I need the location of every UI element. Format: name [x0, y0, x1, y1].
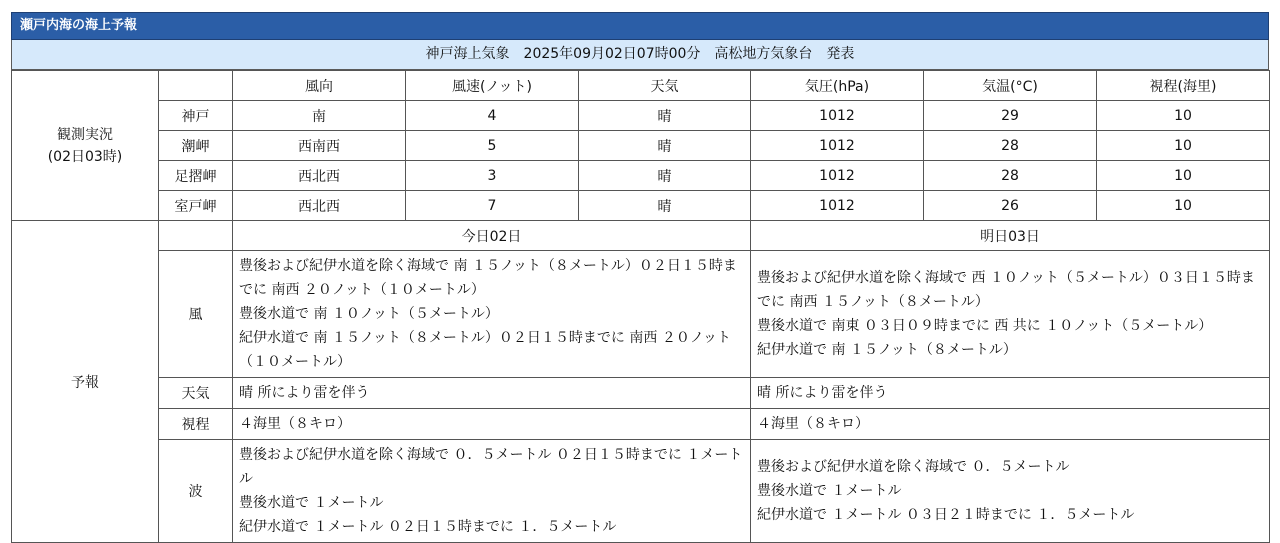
- forecast-item-label: 天気: [159, 378, 233, 409]
- forecast-line: 豊後水道で 南 １０ノット（５メートル）: [239, 306, 499, 322]
- visibility: 10: [1097, 131, 1270, 161]
- header-temperature: 気温(°C): [924, 71, 1097, 101]
- forecast-day2-cell: [751, 440, 1270, 543]
- temperature: 26: [924, 191, 1097, 221]
- panel-title: 瀬戸内海の海上予報: [11, 12, 1269, 40]
- observation-label: [12, 71, 159, 221]
- forecast-line: 豊後水道で １メートル: [757, 483, 902, 499]
- forecast-line: 豊後および紀伊水道を除く海域で ０．５メートル ０２日１５時までに １メートル: [239, 447, 743, 487]
- wind-speed: 4: [406, 101, 579, 131]
- forecast-line: 晴 所により雷を伴う: [757, 385, 888, 401]
- forecast-table: [11, 70, 1270, 543]
- forecast-day2-cell: [751, 378, 1270, 409]
- marine-forecast-panel: [11, 12, 1269, 543]
- forecast-day2-cell: [751, 251, 1270, 378]
- wind-direction: 西南西: [233, 131, 406, 161]
- forecast-line: 晴 所により雷を伴う: [239, 385, 370, 401]
- forecast-row-wind: [12, 251, 1270, 378]
- visibility: 10: [1097, 161, 1270, 191]
- weather: 晴: [579, 161, 751, 191]
- forecast-line: 豊後水道で 南東 ０３日０９時までに 西 共に １０ノット（５メートル）: [757, 318, 1213, 334]
- wind-speed: 3: [406, 161, 579, 191]
- forecast-header-row: [12, 221, 1270, 251]
- table-row: [12, 101, 1270, 131]
- header-wind-direction: 風向: [233, 71, 406, 101]
- observation-label-title: 観測実況: [57, 126, 113, 143]
- forecast-day1-cell: [233, 251, 751, 378]
- pressure: 1012: [751, 191, 924, 221]
- forecast-day1-header: 今日02日: [233, 221, 751, 251]
- forecast-line: 紀伊水道で 南 １５ノット（８メートル）０２日１５時までに 南西 ２０ノット（１０メートル）: [239, 330, 731, 370]
- table-row: [12, 131, 1270, 161]
- forecast-line: 豊後および紀伊水道を除く海域で 西 １０ノット（５メートル）０３日１５時までに 南西 １５ノット（８メートル）: [757, 270, 1255, 310]
- forecast-row-weather: [12, 378, 1270, 409]
- weather: 晴: [579, 191, 751, 221]
- table-row: [12, 191, 1270, 221]
- forecast-row-waves: [12, 440, 1270, 543]
- forecast-day1-cell: [233, 409, 751, 440]
- weather: 晴: [579, 131, 751, 161]
- wind-speed: 7: [406, 191, 579, 221]
- wind-speed: 5: [406, 131, 579, 161]
- visibility: 10: [1097, 101, 1270, 131]
- wind-direction: 南: [233, 101, 406, 131]
- temperature: 28: [924, 131, 1097, 161]
- forecast-line: 豊後および紀伊水道を除く海域で ０．５メートル: [757, 459, 1070, 475]
- forecast-day1-cell: [233, 378, 751, 409]
- observation-header-row: [12, 71, 1270, 101]
- forecast-item-header-blank: [159, 221, 233, 251]
- forecast-line: 豊後水道で １メートル: [239, 495, 384, 511]
- place-name: 室戸岬: [159, 191, 233, 221]
- forecast-item-label: 視程: [159, 409, 233, 440]
- pressure: 1012: [751, 161, 924, 191]
- weather: 晴: [579, 101, 751, 131]
- place-name: 足摺岬: [159, 161, 233, 191]
- forecast-line: ４海里（８キロ）: [239, 416, 351, 432]
- forecast-line: 豊後および紀伊水道を除く海域で 南 １５ノット（８メートル）０２日１５時までに 南西 ２０ノット（１０メートル）: [239, 258, 737, 298]
- forecast-row-visibility: [12, 409, 1270, 440]
- observation-label-time: (02日03時): [47, 148, 123, 165]
- header-wind-speed: 風速(ノット): [406, 71, 579, 101]
- forecast-item-label: 波: [159, 440, 233, 543]
- visibility: 10: [1097, 191, 1270, 221]
- header-pressure: 気圧(hPa): [751, 71, 924, 101]
- wind-direction: 西北西: [233, 161, 406, 191]
- forecast-item-label: 風: [159, 251, 233, 378]
- place-name: 潮岬: [159, 131, 233, 161]
- pressure: 1012: [751, 101, 924, 131]
- forecast-line: 紀伊水道で 南 １５ノット（８メートル）: [757, 342, 1017, 358]
- forecast-line: 紀伊水道で １メートル ０２日１５時までに １．５メートル: [239, 519, 617, 535]
- issue-info: 神戸海上気象 2025年09月02日07時00分 高松地方気象台 発表: [11, 40, 1269, 70]
- temperature: 28: [924, 161, 1097, 191]
- pressure: 1012: [751, 131, 924, 161]
- wind-direction: 西北西: [233, 191, 406, 221]
- place-name: 神戸: [159, 101, 233, 131]
- forecast-day2-cell: [751, 409, 1270, 440]
- forecast-day2-header: 明日03日: [751, 221, 1270, 251]
- forecast-line: ４海里（８キロ）: [757, 416, 869, 432]
- forecast-line: 紀伊水道で １メートル ０３日２１時までに １．５メートル: [757, 507, 1135, 523]
- forecast-label: 予報: [12, 221, 159, 543]
- header-visibility: 視程(海里): [1097, 71, 1270, 101]
- forecast-day1-cell: [233, 440, 751, 543]
- temperature: 29: [924, 101, 1097, 131]
- header-weather: 天気: [579, 71, 751, 101]
- table-row: [12, 161, 1270, 191]
- place-header-blank: [159, 71, 233, 101]
